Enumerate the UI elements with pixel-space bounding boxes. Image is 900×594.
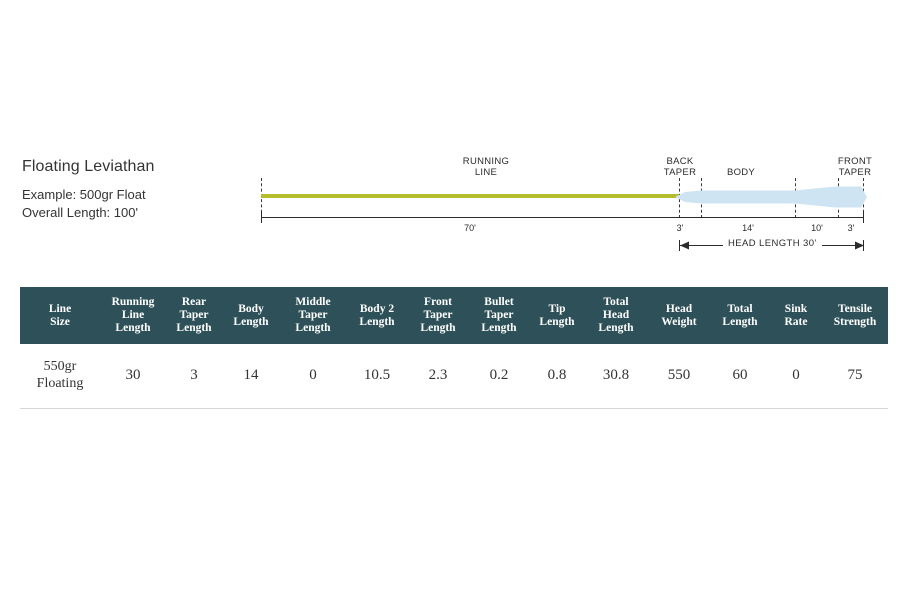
col-total-head-length: Total Head Length	[584, 287, 648, 344]
head-profile-graphic	[675, 184, 867, 210]
col-tip-length: Tip Length	[530, 287, 584, 344]
page-title: Floating Leviathan	[22, 158, 155, 175]
spec-table-wrapper	[20, 287, 888, 409]
running-line-label-line1: RUNNING	[462, 156, 510, 167]
col-body-length: Body Length	[222, 287, 280, 344]
cell-line-size: 550gr Floating	[20, 344, 100, 409]
overall-length-line: Overall Length: 100'	[22, 205, 138, 220]
head-length-label: HEAD LENGTH 30'	[723, 238, 822, 249]
col-line-size: Line Size	[20, 287, 100, 344]
cell-body2-length: 10.5	[346, 344, 408, 409]
head-length-arrow-left	[680, 241, 689, 250]
col-front-taper-length: Front Taper Length	[408, 287, 468, 344]
measure-back-taper: 3'	[676, 223, 684, 233]
cell-tip-length: 0.8	[530, 344, 584, 409]
spec-table	[20, 287, 888, 409]
col-body2-length: Body 2 Length	[346, 287, 408, 344]
cell-body-length: 14	[222, 344, 280, 409]
measure-body: 14'	[742, 223, 754, 233]
front-taper-label-line1: FRONT	[837, 156, 873, 167]
col-middle-taper-length: Middle Taper Length	[280, 287, 346, 344]
col-total-length: Total Length	[710, 287, 770, 344]
head-length-arrow-right	[855, 241, 864, 250]
cell-bullet-taper-length: 0.2	[468, 344, 530, 409]
front-taper-label	[825, 156, 885, 178]
baseline-tick-right	[863, 211, 864, 223]
cell-middle-taper-length: 0	[280, 344, 346, 409]
col-sink-rate: Sink Rate	[770, 287, 822, 344]
cell-total-length: 60	[710, 344, 770, 409]
front-taper-label-line2: TAPER	[838, 167, 872, 178]
cell-head-weight: 550	[648, 344, 710, 409]
running-line-label	[441, 156, 531, 178]
col-head-weight: Head Weight	[648, 287, 710, 344]
spec-table-body	[20, 344, 888, 409]
col-running-line-length: Running Line Length	[100, 287, 166, 344]
table-header-row	[20, 287, 888, 344]
running-line-graphic	[261, 194, 679, 198]
col-bullet-taper-length: Bullet Taper Length	[468, 287, 530, 344]
example-line: Example: 500gr Float	[22, 187, 146, 202]
back-taper-label-line1: BACK	[666, 156, 694, 167]
baseline-tick-left	[261, 211, 262, 223]
cell-total-head-length: 30.8	[584, 344, 648, 409]
table-row	[20, 344, 888, 409]
product-info-block	[22, 158, 252, 222]
cell-front-taper-length: 2.3	[408, 344, 468, 409]
col-tensile-strength: Tensile Strength	[822, 287, 888, 344]
taper-diagram	[255, 150, 880, 260]
measure-running: 70'	[464, 223, 476, 233]
measure-rear-taper: 10'	[811, 223, 823, 233]
baseline-rule	[261, 217, 864, 218]
col-rear-taper-length: Rear Taper Length	[166, 287, 222, 344]
spec-table-head	[20, 287, 888, 344]
cell-tensile-strength: 75	[822, 344, 888, 409]
body-label: BODY	[726, 167, 756, 178]
back-taper-label	[650, 156, 710, 178]
running-line-label-line2: LINE	[474, 167, 498, 178]
measure-front-taper: 3'	[847, 223, 855, 233]
cell-sink-rate: 0	[770, 344, 822, 409]
cell-rear-taper-length: 3	[166, 344, 222, 409]
back-taper-label-line2: TAPER	[663, 167, 697, 178]
cell-running-line-length: 30	[100, 344, 166, 409]
